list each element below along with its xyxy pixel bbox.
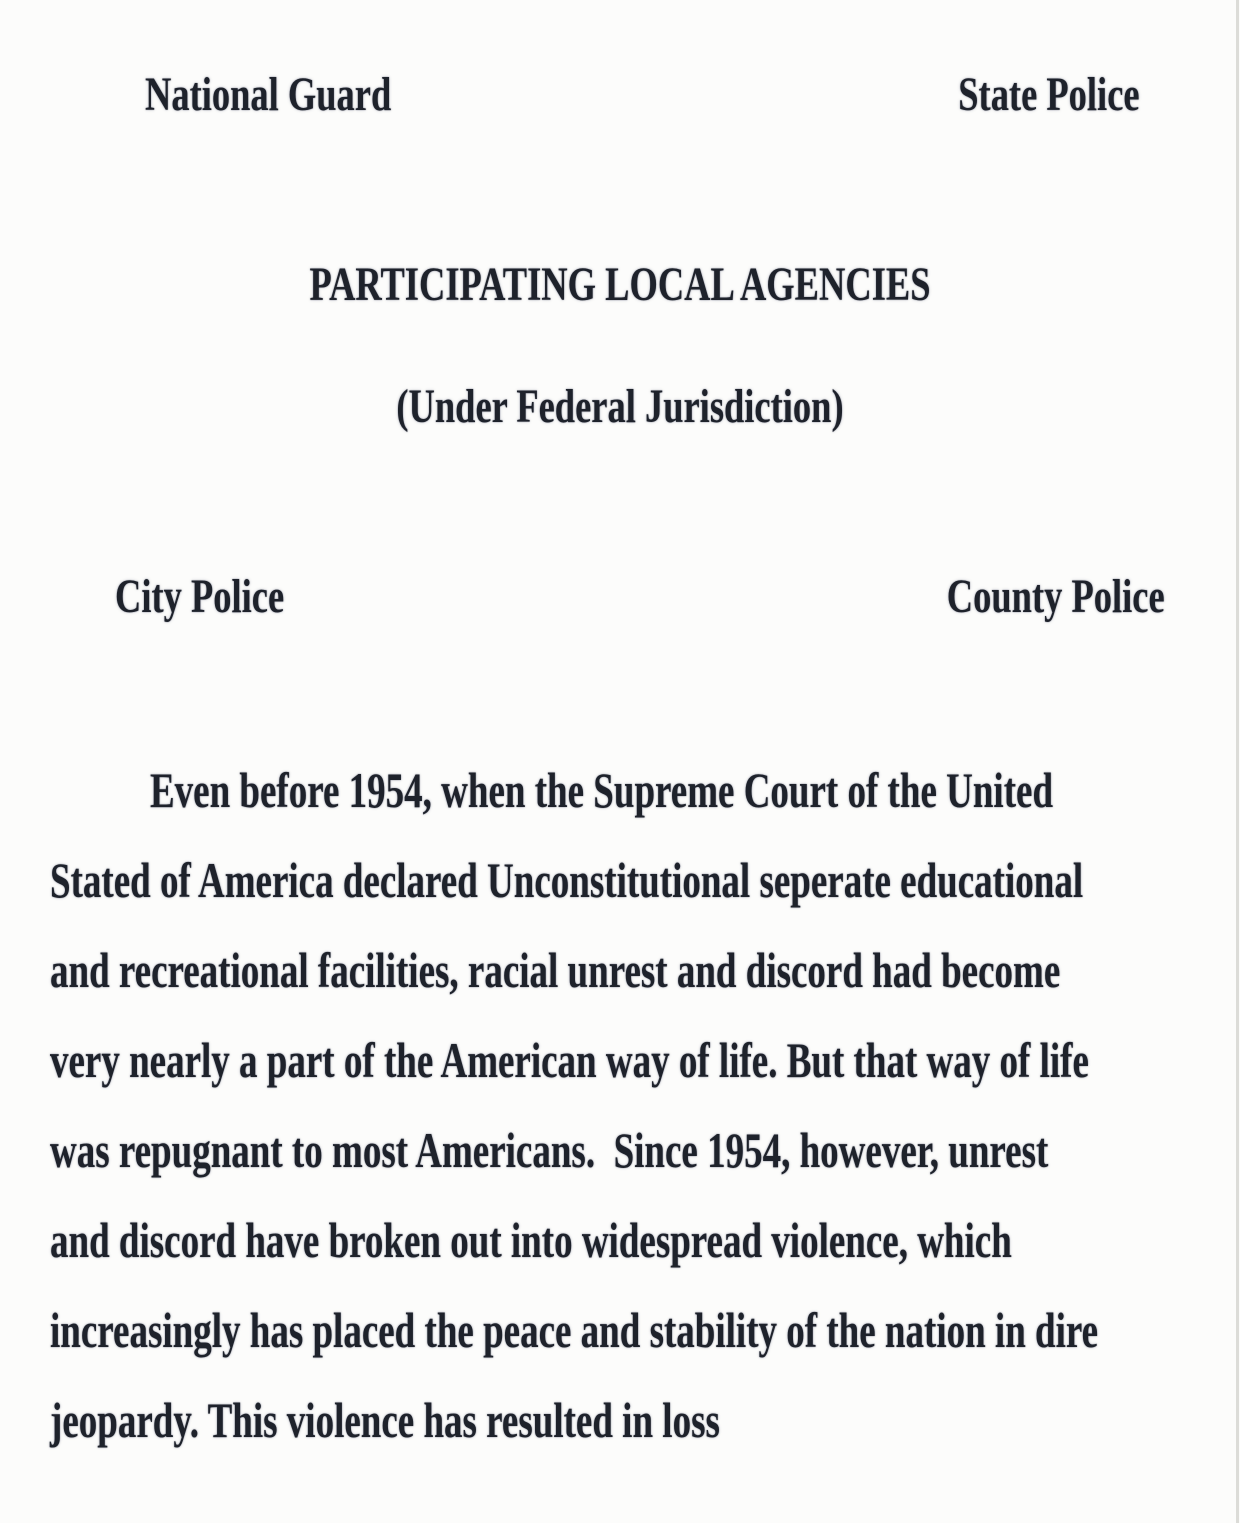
paragraph-line: and recreational facilities, racial unrest and discord had become: [50, 942, 1061, 998]
paragraph-line: was repugnant to most Americans. Since 1954, however, unrest: [50, 1122, 1049, 1178]
page-subtitle: (Under Federal Jurisdiction): [396, 380, 844, 433]
paragraph-line: jeopardy. This violence has resulted in loss: [50, 1392, 720, 1448]
state-police-label: State Police: [958, 68, 1140, 121]
page-title: PARTICIPATING LOCAL AGENCIES: [309, 258, 931, 311]
scan-edge-line: [1236, 0, 1239, 1523]
paragraph-line: Even before 1954, when the Supreme Court of the United: [150, 762, 1054, 818]
paragraph-line: Stated of America declared Unconstitutional seperate educational: [50, 852, 1084, 908]
paragraph-line: very nearly a part of the American way of life. But that way of life: [50, 1032, 1089, 1088]
national-guard-label: National Guard: [145, 68, 392, 121]
paragraph-line: increasingly has placed the peace and stability of the nation in dire: [50, 1302, 1099, 1358]
paragraph-line: and discord have broken out into widespread violence, which: [50, 1212, 1012, 1268]
county-police-label: County Police: [947, 570, 1165, 623]
body-paragraph: [50, 745, 1220, 1465]
city-police-label: City Police: [115, 570, 285, 623]
